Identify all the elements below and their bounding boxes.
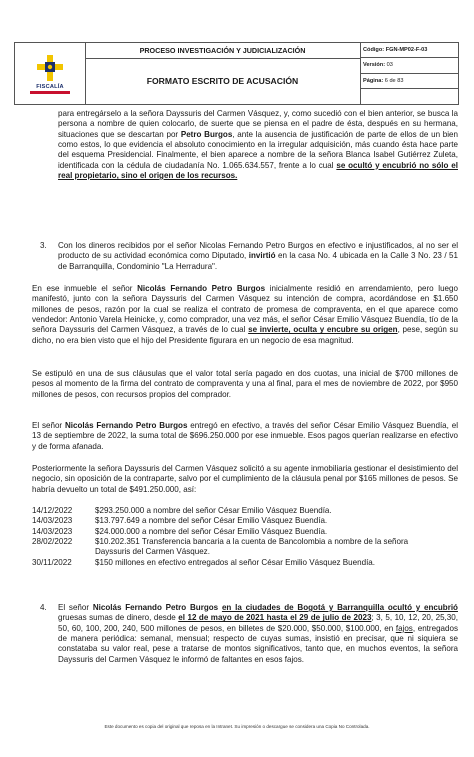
para4-text-1: El señor [32,421,65,430]
para2-bold-underline-1: se invierte, oculta y encubre su origen [248,325,398,335]
payment-row [32,516,445,526]
page-label: Página: [363,77,384,84]
paragraph-clauses [32,369,458,400]
para4-bold-1: Nicolás Fernando Petro Burgos [64,421,188,430]
code-label: Código: [363,47,385,53]
payment-row [32,558,445,568]
document-header [14,42,459,105]
payment-description: $10.202.351 Transferencia bancaria a la cuenta de Bancolombia a nombre de la señora Dayssuris del Carmen Vásquez. [95,537,409,557]
para1-text-2: , ante la ausencia de justificación de parte de ellos de un bien como estos, lo que evidencia el absoluto conocimiento en la irregular adquisición, más cuando ésta hace parte del esquema Presidencial. Finalmente, el bien aparece a nombre de la señora Blanca Isabel Gutiérrez Zuleta, identificada con la cédula de ciudadanía No. 1.065.634.557, frente a lo cual [58,129,458,170]
item4-underline-1: fajos [395,623,413,633]
item-4-number: 4. [40,603,47,612]
payment-row [32,537,445,558]
empty-row [360,89,458,104]
para4-text-2: entregó en efectivo, a través del señor César Emilio Vásquez Buendía, el 13 de septiembre de 2022, la suma total de $696.250.000 por ese inmueble. Esos pagos querían realizarse en efectivo y de forma afanada. [32,421,458,451]
version-label: Versión: [363,62,386,69]
payment-date: 30/11/2022 [32,557,72,567]
item3-text-2: en la casa No. 4 ubicada en la Calle 3 No. 23 / 51 de Barranquilla, Condominio "La Herradura". [58,251,458,271]
item4-text-1: El señor [58,603,93,612]
item4-text-5: , entregados de manera periódica: semanal, mensual; respecto de cuyas sumas, insistió en precisar, que ni siquiera se constataba su valor real, pese a tratarse de montos significativos, tanto que, en muchos eventos, la señora Dayssuris del Carmen Vásquez le informó de faltantes en esos fajos. [58,623,458,664]
payment-row [32,527,445,537]
payment-date: 28/02/2022 [32,537,73,547]
para1-text-1: para entregárselo a la señora Dayssuris del Carmen Vásquez, y, como sucedió con el bien anterior, se busca la persona a nombre de quien colocarlo, de suerte que se piensa en el padre de ésta, después en su hermana, situaciones que se descartan por [58,109,458,139]
item4-bold-1: Nicolás Fernando Petro Burgos [92,603,219,612]
payments-table [32,506,445,568]
logo-org-name: FISCALÍA [36,84,64,90]
para2-text-1: En ese inmueble el señor [32,284,138,293]
item3-text-1: Con los dineros recibidos por el señor Nicolas Fernando Petro Burgos en efectivo e injustificados, al no ser el producto de su actividad económica como Diputado, [58,241,458,261]
header-title-block [85,43,361,104]
item4-text-4: ; 3, 5, 10, 12, 20, 25,30, 50, 60, 100, 200, 240, 500 millones de pesos, en billetes de $20.000, $50.000, $100.000, en [58,613,458,633]
payment-date: 14/03/2023 [32,526,73,536]
form-title: FORMATO ESCRITO DE ACUSACIÓN [146,76,299,86]
version-row [360,58,458,73]
process-title: PROCESO INVESTIGACIÓN Y JUDICIALIZACIÓN [85,43,360,59]
para2-text-2: inicialmente residió en arrendamiento, pero luego manifestó, junto con la señora Dayssuris del Carmen Vásquez su intención de compra, acordándose en $1.650 millones de pesos, razón por la cual se realiza el contrato de promesa de compraventa, en el que aparece como vendedor: Antonio Varela Heinicke, y, como comprador, una vez más, el señor César Emilio Vásquez Buendía, tío de la señora Dayssuris del Carmen Vásquez, a través de lo cual [32,284,458,335]
item4-bold-underline-1: en la ciudades de Bogotá y Barranquilla ocultó y encubrió [221,603,458,612]
para2-bold-1: Nicolás Fernando Petro Burgos [137,284,266,293]
item4-bold-underline-2: el 12 de mayo de 2021 hasta el 29 de julio de 2023 [178,613,372,623]
paragraph-continuation [58,109,458,181]
payment-description: $150 millones en efectivo entregados al señor César Emilio Vásquez Buendía. [95,557,376,567]
para2-text-3: , pese, según su dicho, no era bien visto que el hijo del Presidente figurara en un negocio de esa magnitud. [32,325,459,345]
para1-bold-underline-1: se ocultó y encubrió no sólo el real propietario, sino el origen de los recursos. [58,160,458,181]
para3-text: Se estipuló en una de sus cláusulas que el valor total sería pagado en dos cuotas, una inicial de $700 millones de pesos al momento de la firma del contrato de compraventa y una al final, para el mes de noviembre de 2022, por $950 millones de pesos, con recursos propios del comprador. [32,369,458,399]
code-value: FGN-MP02-F-03 [385,47,428,53]
version-value: 03 [386,62,393,69]
paragraph-residence [32,284,458,346]
payment-date: 14/12/2022 [32,506,73,515]
payment-description: $293.250.000 a nombre del señor César Emilio Vásquez Buendía. [95,506,332,515]
paragraph-delivery [32,421,458,452]
footer-note: Este documento es copia del original que reposa en la Intranet. Su impresión o descargue se considera una Copia No Controlada. [104,724,370,729]
item-3-text [58,241,458,272]
para1-bold-1: Petro Burgos [180,129,233,139]
item-3-number: 3. [40,241,47,250]
item-4-text [58,603,458,665]
payment-row [32,506,445,516]
item3-bold-1: invirtió [248,251,276,261]
item4-text-3: gruesas sumas de dinero, desde [58,613,179,623]
code-row [360,43,458,58]
page-row [360,74,458,89]
header-meta [360,43,458,104]
page-value: 6 de 83 [384,77,404,84]
fiscalia-logo [15,43,86,104]
logo-red-bar [30,91,70,94]
fiscalia-emblem-icon [35,53,65,83]
para5-text: Posteriormente la señora Dayssuris del Carmen Vásquez solicitó a su agente inmobiliaria gestionar el desistimiento del negocio, sin oposición de la contraparte, salvo por el cumplimiento de la cláusula penal por $165 millones de pesos. Se habría devuelto un total de $491.250.000, así: [32,464,458,494]
paragraph-withdrawal [32,464,458,495]
payment-description: $13.797.649 a nombre del señor César Emilio Vásquez Buendía. [95,516,328,526]
payment-date: 14/03/2023 [32,516,73,526]
payment-description: $24.000.000 a nombre del señor César Emilio Vásquez Buendía. [95,526,328,536]
